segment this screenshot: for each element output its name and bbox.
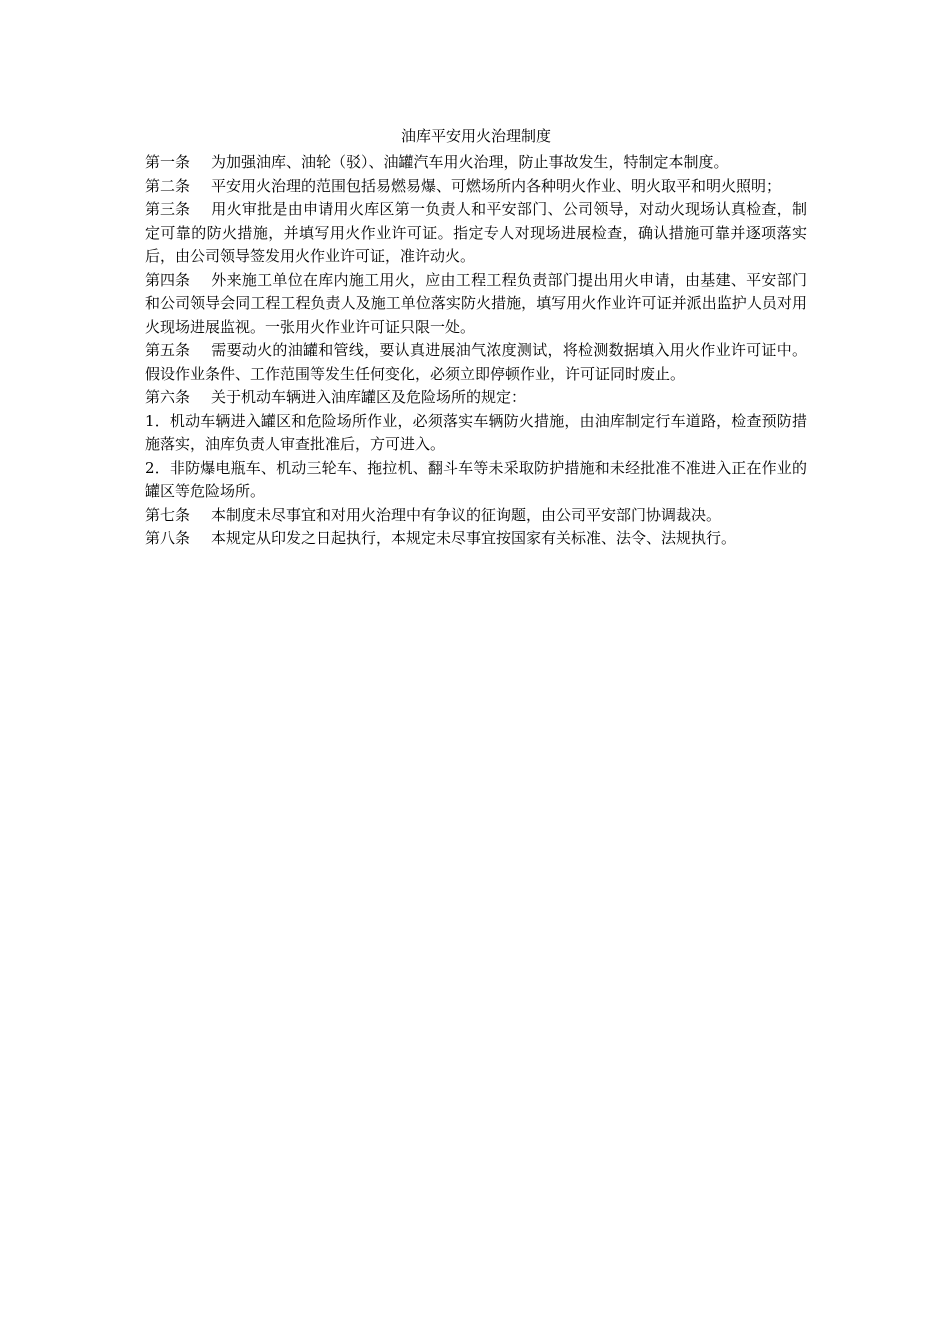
- article-8: [145, 527, 807, 551]
- article-label: 第一条: [145, 153, 191, 171]
- list-item-2: 2．非防爆电瓶车、机动三轮车、拖拉机、翻斗车等未采取防护措施和未经批准不准进入正在作业的罐区等危险场所。: [145, 458, 807, 500]
- article-2: [145, 175, 807, 199]
- article-label: 第二条: [145, 176, 191, 195]
- article-text: 用火审批是由申请用火库区第一负责人和平安部门、公司领导，对动火现场认真检查，制定可靠的防火措施，并填写用火作业许可证。指定专人对现场进展检查，确认措施可靠并逐项落实后，由公司领导签发用火作业许可证，准许动火。: [145, 200, 807, 265]
- article-text: 本制度未尽事宜和对用火治理中有争议的征询题，由公司平安部门协调裁决。: [211, 505, 722, 524]
- list-item-1: 1．机动车辆进入罐区和危险场所作业，必须落实车辆防火措施，由油库制定行车道路，检查预防措施落实，油库负责人审查批准后，方可进入。: [145, 411, 807, 453]
- article-label: 第六条: [145, 388, 191, 406]
- article-label: 第八条: [145, 529, 191, 547]
- article-7: [145, 504, 807, 528]
- article-text: 本规定从印发之日起执行，本规定未尽事宜按国家有关标准、法令、法规执行。: [211, 529, 737, 547]
- article-6: [145, 386, 807, 410]
- article-label: 第三条: [145, 200, 191, 218]
- article-label: 第四条: [145, 270, 191, 289]
- article-1: [145, 151, 807, 175]
- article-text: 需要动火的油罐和管线，要认真进展油气浓度测试，将检测数据填入用火作业许可证中。假设作业条件、工作范围等发生任何变化，必须立即停顿作业，许可证同时废止。: [145, 341, 807, 383]
- document-page: [145, 125, 807, 551]
- article-text: 为加强油库、油轮（驳）、油罐汽车用火治理，防止事故发生，特制定本制度。: [211, 153, 729, 171]
- article-3: [145, 198, 807, 269]
- document-title: 油库平安用火治理制度: [400, 127, 551, 145]
- article-label: 第五条: [145, 341, 191, 359]
- article-text: 关于机动车辆进入油库罐区及危险场所的规定：: [211, 388, 527, 406]
- article-text: 外来施工单位在库内施工用火，应由工程工程负责部门提出用火申请，由基建、平安部门和公司领导会同工程工程负责人及施工单位落实防火措施，填写用火作业许可证并派出监护人员对用火现场进展监视。一张用火作业许可证只限一处。: [145, 270, 807, 336]
- article-4: [145, 269, 807, 340]
- article-label: 第七条: [145, 505, 191, 524]
- article-5: [145, 339, 807, 386]
- article-text: 平安用火治理的范围包括易燃易爆、可燃场所内各种明火作业、明火取平和明火照明；: [211, 176, 782, 195]
